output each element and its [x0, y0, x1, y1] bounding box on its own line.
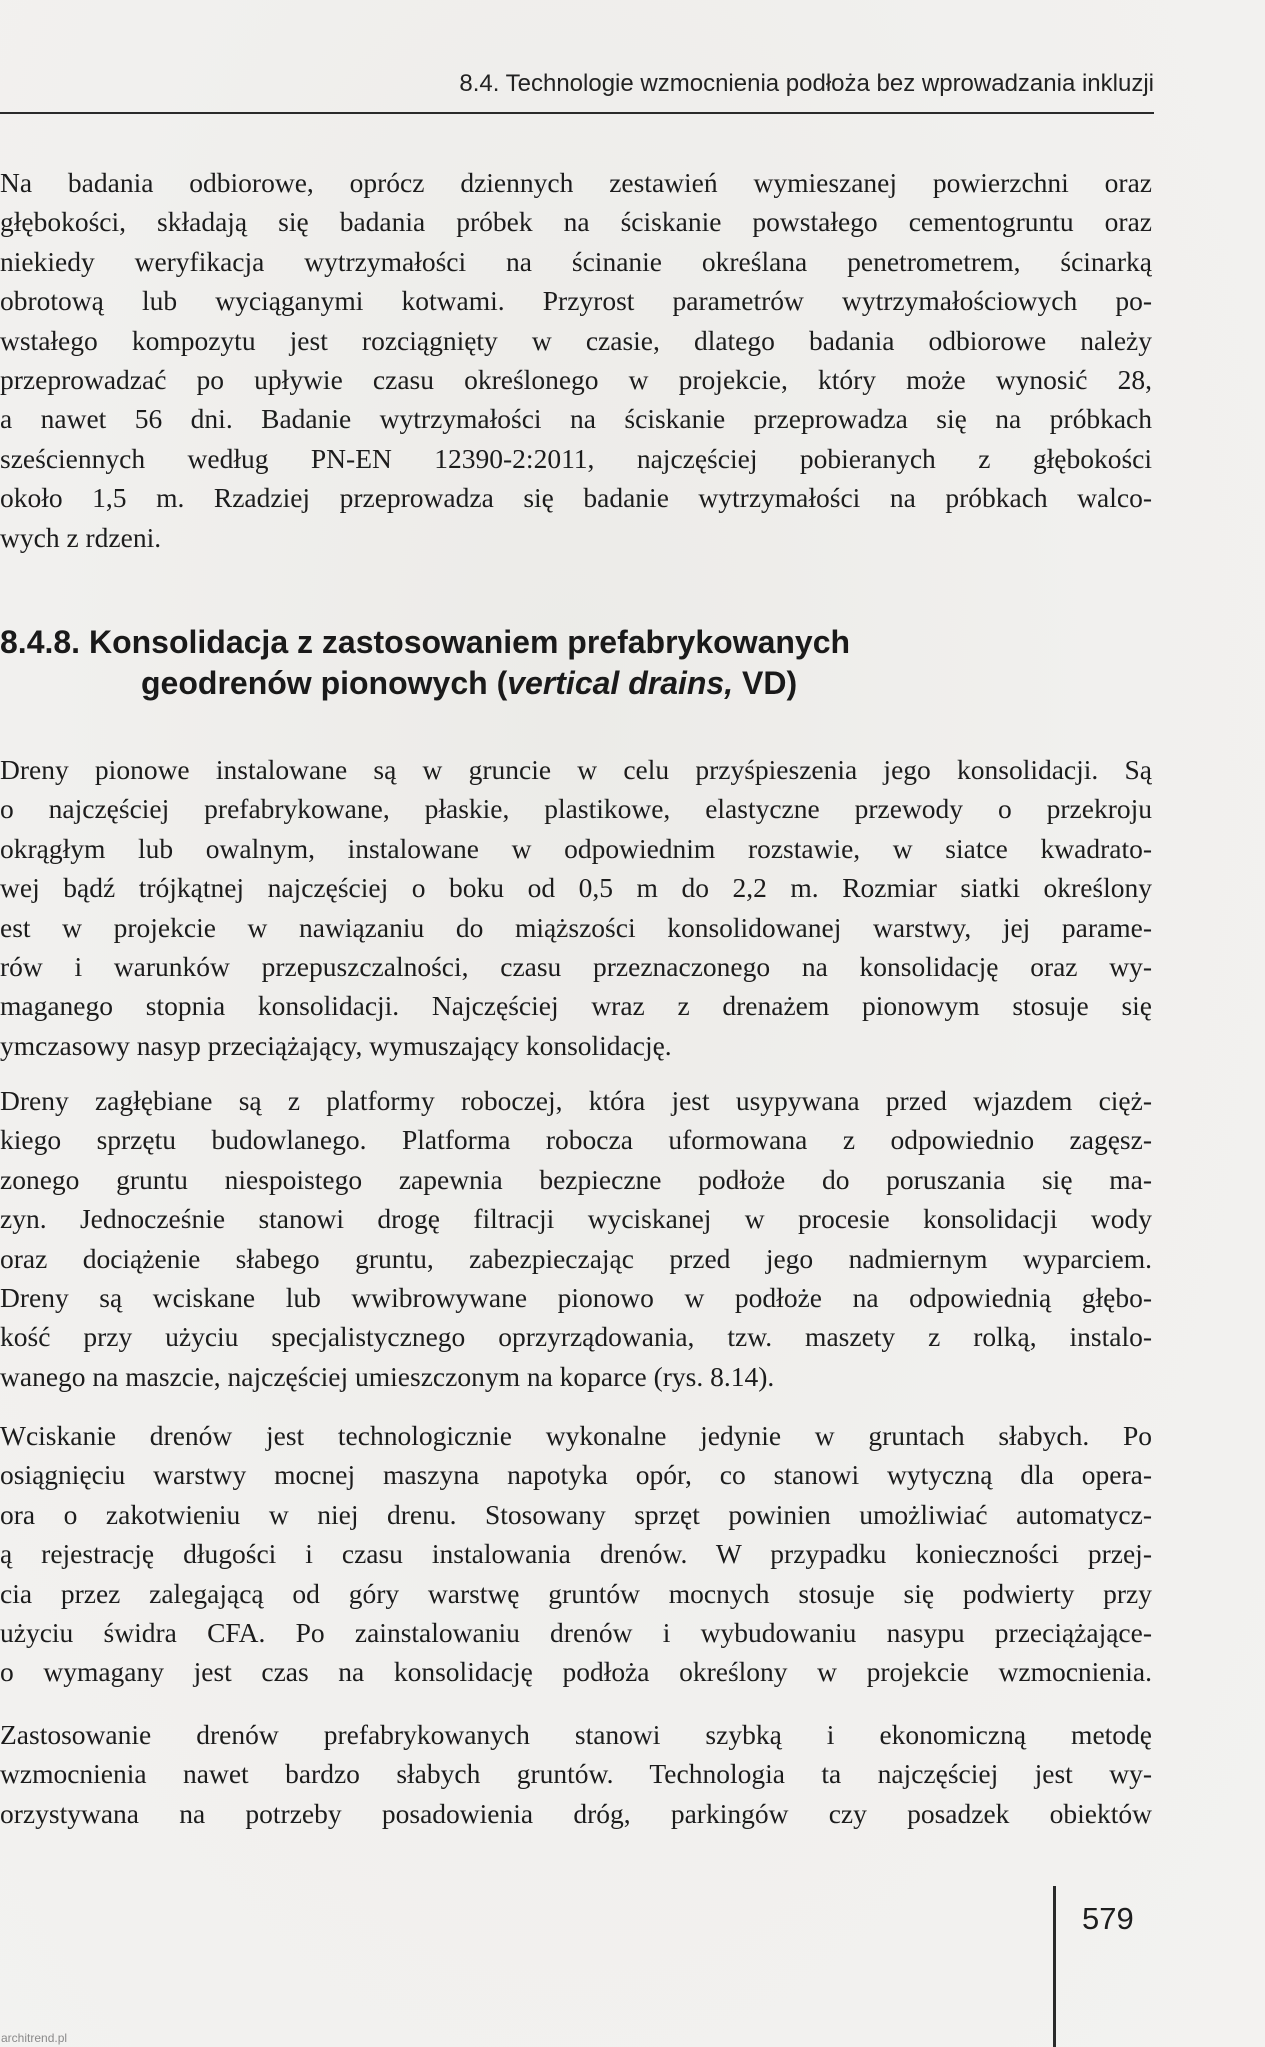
- text-line: rów i warunków przepuszczalności, czasu przeznaczonego na konsolidację oraz wy-: [0, 950, 1152, 982]
- text-line: wych z rdzeni.: [0, 521, 162, 553]
- text-line: wzmocnienia nawet bardzo słabych gruntów. Technologia ta najczęściej jest wy-: [0, 1758, 1152, 1790]
- text-line: Dreny zagłębiane są z platformy roboczej, która jest usypywana przed wjazdem cięż-: [0, 1085, 1152, 1116]
- text-line: o najczęściej prefabrykowane, płaskie, plastikowe, elastyczne przewody o przekroju: [0, 793, 1152, 825]
- section-heading: [0, 622, 850, 704]
- text-line: Dreny są wciskane lub wwibrowywane pionowo w podłoże na odpowiednią głębo-: [0, 1281, 1152, 1313]
- text-line: ą rejestrację długości i czasu instalowania drenów. W przypadku konieczności przej-: [0, 1538, 1152, 1570]
- text-line: kiego sprzętu budowlanego. Platforma robocza uformowana z odpowiednio zagęsz-: [0, 1124, 1152, 1156]
- paragraph-2: [0, 750, 1152, 1065]
- section-heading-italic: vertical drains,: [507, 665, 734, 701]
- text-line: Dreny pionowe instalowane są w gruncie w celu przyśpieszenia jego konsolidacji. Są: [0, 754, 1152, 785]
- text-line: Wciskanie drenów jest technologicznie wykonalne jedynie w gruntach słabych. Po: [0, 1420, 1152, 1451]
- text-line: wej bądź trójkątnej najczęściej o boku od 0,5 m do 2,2 m. Rozmiar siatki określony: [0, 872, 1152, 904]
- text-line: est w projekcie w nawiązaniu do miąższości konsolidowanej warstwy, jej parame-: [0, 911, 1152, 943]
- text-line: sześciennych według PN-EN 12390-2:2011, najczęściej pobieranych z głębokości: [0, 442, 1152, 474]
- text-line: maganego stopnia konsolidacji. Najczęściej wraz z drenażem pionowym stosuje się: [0, 990, 1152, 1022]
- text-line: orzystywana na potrzeby posadowienia dróg, parkingów czy posadzek obiektów: [0, 1797, 1152, 1829]
- watermark: architrend.pl: [1, 2031, 68, 2045]
- text-line: wstałego kompozytu jest rozciągnięty w czasie, dlatego badania odbiorowe należy: [0, 324, 1152, 356]
- text-line: użyciu świdra CFA. Po zainstalowaniu drenów i wybudowaniu nasypu przeciążające-: [0, 1616, 1152, 1648]
- text-line: a nawet 56 dni. Badanie wytrzymałości na ściskanie przeprowadza się na próbkach: [0, 403, 1152, 435]
- text-line: cia przez zalegającą od góry warstwę gruntów mocnych stosuje się podwierty przy: [0, 1577, 1152, 1609]
- page-number-rule: [1053, 1886, 1056, 2047]
- paragraph-3: [0, 1081, 1152, 1396]
- text-line: Na badania odbiorowe, oprócz dziennych zestawień wymieszanej powierzchni oraz: [0, 167, 1152, 198]
- section-heading-line-2: [0, 663, 850, 704]
- running-header: 8.4. Technologie wzmocnienia podłoża bez wprowadzania inkluzji: [459, 70, 1154, 97]
- text-line: niekiedy weryfikacja wytrzymałości na ścinanie określana penetrometrem, ścinarką: [0, 245, 1152, 277]
- text-line: okrągłym lub owalnym, instalowane w odpowiednim rozstawie, w siatce kwadrato-: [0, 832, 1152, 864]
- header-rule: [0, 112, 1154, 114]
- section-heading-prefix: geodrenów pionowych (: [141, 665, 508, 701]
- text-line: zonego gruntu niespoistego zapewnia bezpieczne podłoże do poruszania się ma-: [0, 1163, 1152, 1195]
- section-heading-suffix: VD): [733, 665, 798, 701]
- text-line: kość przy użyciu specjalistycznego oprzyrządowania, tzw. maszety z rolką, instalo-: [0, 1321, 1152, 1353]
- text-line: obrotową lub wyciąganymi kotwami. Przyrost parametrów wytrzymałościowych po-: [0, 285, 1152, 317]
- paragraph-4: [0, 1416, 1152, 1692]
- text-line: wanego na maszcie, najczęściej umieszczonym na koparce (rys. 8.14).: [0, 1360, 775, 1392]
- text-line: Zastosowanie drenów prefabrykowanych stanowi szybką i ekonomiczną metodę: [0, 1719, 1152, 1750]
- text-line: osiągnięciu warstwy mocnej maszyna napotyka opór, co stanowi wytyczną dla opera-: [0, 1459, 1152, 1491]
- text-line: o wymagany jest czas na konsolidację podłoża określony w projekcie wzmocnienia.: [0, 1656, 1152, 1688]
- text-line: przeprowadzać po upływie czasu określonego w projekcie, który może wynosić 28,: [0, 363, 1152, 395]
- text-line: około 1,5 m. Rzadziej przeprowadza się badanie wytrzymałości na próbkach walco-: [0, 482, 1152, 514]
- page-number: 579: [1082, 1901, 1134, 1936]
- paragraph-1: [0, 163, 1152, 557]
- paragraph-5: [0, 1715, 1152, 1833]
- text-line: głębokości, składają się badania próbek na ściskanie powstałego cementogruntu oraz: [0, 206, 1152, 238]
- text-line: ymczasowy nasyp przeciążający, wymuszający konsolidację.: [0, 1029, 672, 1061]
- section-heading-line-1: 8.4.8. Konsolidacja z zastosowaniem prefabrykowanych: [0, 624, 851, 660]
- text-line: oraz dociążenie słabego gruntu, zabezpieczając przed jego nadmiernym wyparciem.: [0, 1242, 1152, 1274]
- text-line: ora o zakotwieniu w niej drenu. Stosowany sprzęt powinien umożliwiać automatycz-: [0, 1498, 1152, 1530]
- text-line: zyn. Jednocześnie stanowi drogę filtracji wyciskanej w procesie konsolidacji wody: [0, 1203, 1152, 1235]
